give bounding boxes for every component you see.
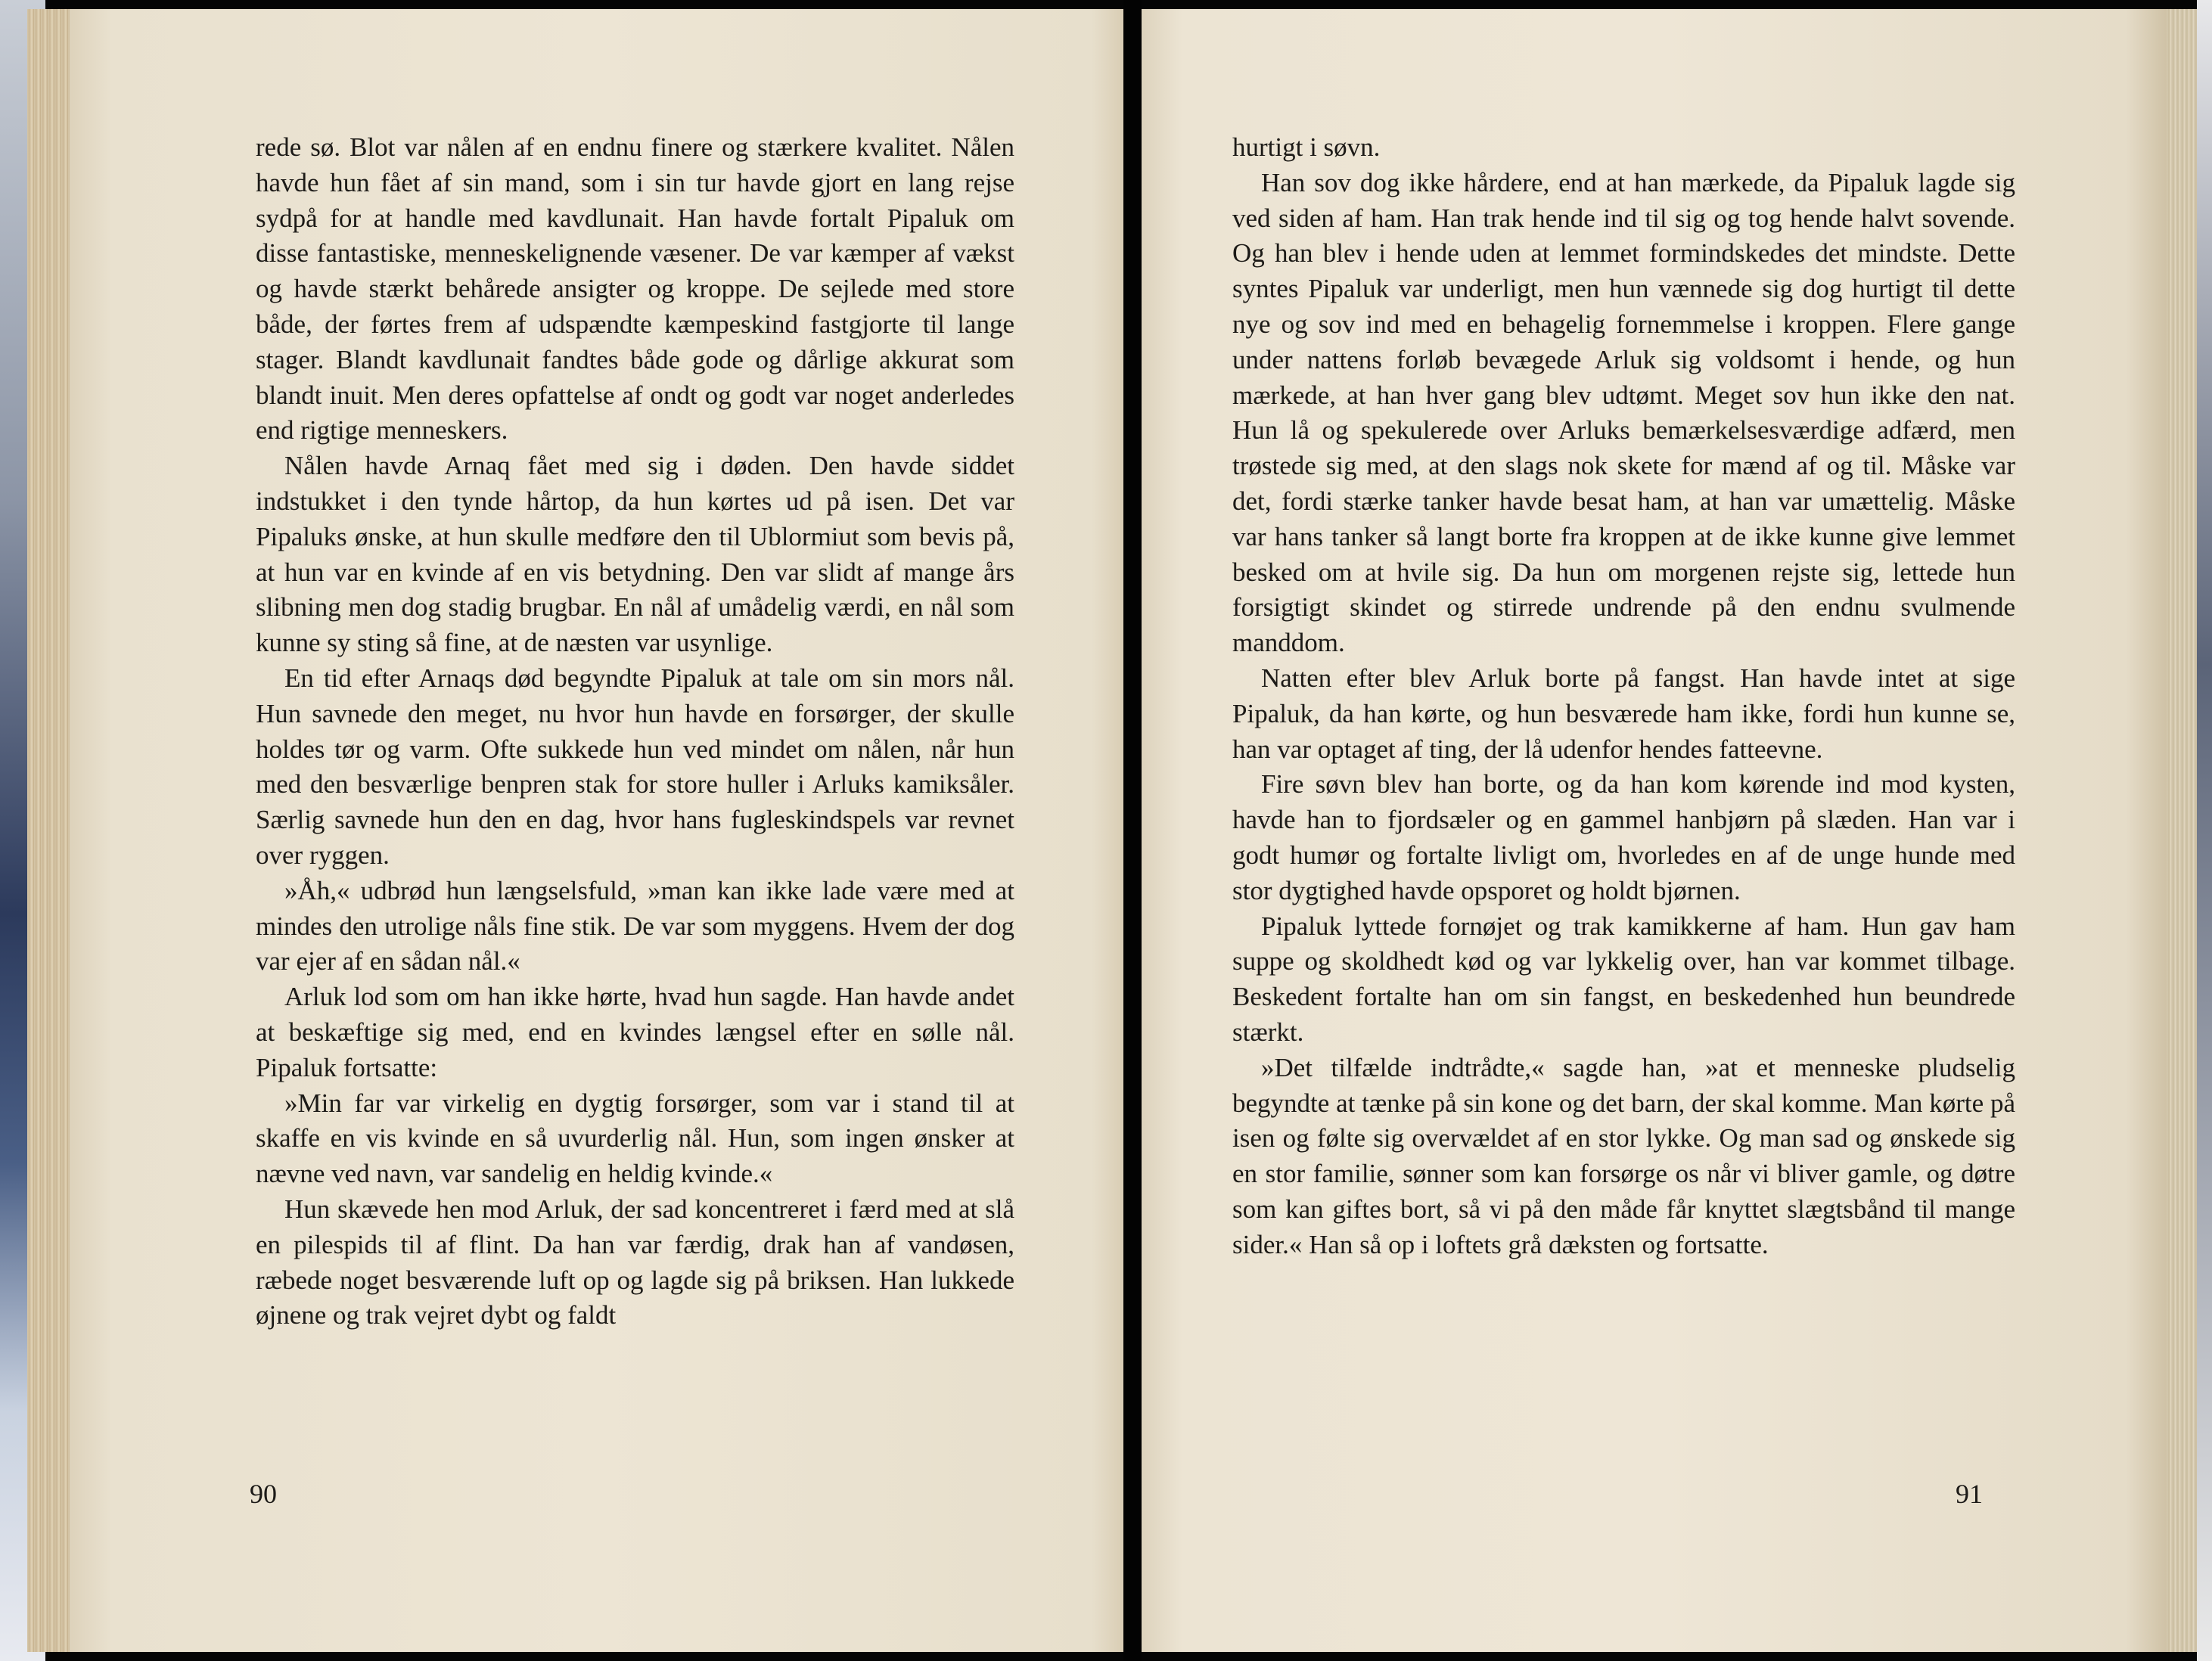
paragraph: hurtigt i søvn. — [1232, 132, 1381, 162]
paragraph: Arluk lod som om han ikke hørte, hvad hun sagde. Han havde andet at beskæftige sig med, end en kvindes længsel efter en sølle nål. Pipaluk fortsatte: — [256, 982, 1014, 1082]
paragraph: Han sov dog ikke hårdere, end at han mærkede, da Pipaluk lagde sig ved siden af ham. Han trak hende ind til sig og tog hende halvt sovende. Og han blev i hende uden at lemmet formindskedes det mindste. Dette syntes Pipaluk var underligt, men hun vænnede sig dog hurtigt til dette nye og sov ind med en behagelig fornemmelse i kroppen. Flere gange under nattens forløb bevægede Arluk sig voldsomt i hende, og hun mærkede, at han hver gang blev udtømt. Meget sov hun ikke den nat. Hun lå og spekulerede over Arluks bemærkelsesværdige adfærd, men trøstede sig med, at den slags nok skete for mænd af og til. Måske var det, fordi stærke tanker havde besat ham, at han var umættelig. Måske var hans tanker så langt borte fra kroppen at de ikke kunne give lemmet besked om at hvile sig. Da hun om morgenen rejste sig, lettede hun forsigtigt skindet og stirrede undrende på den endnu svulmende manddom. — [1232, 167, 2015, 658]
paragraph: En tid efter Arnaqs død begyndte Pipaluk at tale om sin mors nål. Hun savnede den meget, nu hvor hun havde en forsørger, der skulle holdes tør og varm. Ofte sukkede hun ved mindet om nålen, når hun med den besværlige benpren stak for store huller i Arluks kamiksåler. Særlig savnede hun den en dag, hvor hans fugleskindspels var revnet over ryggen. — [256, 663, 1014, 870]
right-page-body — [1232, 130, 2015, 1263]
paragraph: Hun skævede hen mod Arluk, der sad koncentreret i færd med at slå en pilespids til af flint. Da han var færdig, drak han af vandøsen, ræbede noget besværende luft op og lagde sig på briksen. Han lukkede øjnene og trak vejret dybt og faldt — [256, 1194, 1014, 1330]
left-page-body — [256, 130, 1014, 1333]
paragraph: »Det tilfælde indtrådte,« sagde han, »at et menneske pludselig begyndte at tænke på sin kone og det barn, der skal komme. Man kørte på isen og følte sig overvældet af en stor lykke. Og man sad og ønskede sig en stor familie, sønner som kan forsørge os når vi bliver gamle, og døtre som kan giftes bort, så vi på den måde får knyttet slægtsbånd til mange sider.« Han så op i loftets grå dæksten og fortsatte. — [1232, 1052, 2015, 1259]
page-number: 90 — [250, 1479, 277, 1509]
paragraph: »Min far var virkelig en dygtig forsørger, som var i stand til at skaffe en vis kvinde en så uvurderlig nål. Hun, som ingen ønsker at nævne ved navn, var sandelig en heldig kvinde.« — [256, 1088, 1014, 1189]
book-gutter — [1123, 0, 1142, 1661]
paragraph: Pipaluk lyttede fornøjet og trak kamikkerne af ham. Hun gav ham suppe og skoldhedt kød og var lykkelig over, han var kommet tilbage. Beskedent fortalte han om sin fangst, en beskedenhed hun beundrede stærkt. — [1232, 911, 2015, 1047]
page-number: 91 — [1956, 1479, 1983, 1509]
paragraph: Nålen havde Arnaq fået med sig i døden. Den havde siddet indstukket i den tynde hårtop, da hun kørtes ud på isen. Det var Pipaluks ønske, at hun skulle medføre den til Ublormiut som bevis på, at hun var en kvinde af en vis betydning. Den var slidt af mange års slibning men dog stadig brugbar. En nål af umådelig værdi, en nål som kunne sy sting så fine, at de næsten var usynlige. — [256, 451, 1014, 658]
paragraph: Fire søvn blev han borte, og da han kom kørende ind mod kysten, havde han to fjordsæler og en gammel hanbjørn på slæden. Han var i godt humør og fortalte livligt om, hvorledes en af de unge hunde med stor dygtighed havde opsporet og holdt bjørnen. — [1232, 769, 2015, 905]
paragraph: rede sø. Blot var nålen af en endnu finere og stærkere kvalitet. Nålen havde hun fået af sin mand, som i sin tur havde gjort en lang rejse sydpå for at handle med kavdlunait. Han havde fortalt Pipaluk om disse fantastiske, menneskelignende væsener. De var kæmper af vækst og havde stærkt behårede ansigter og kroppe. De sejlede med store både, der førtes frem af udspændte kæmpeskind fastgjorte til lange stager. Blandt kavdlunait fandtes både gode og dårlige akkurat som blandt inuit. Men deres opfattelse af ondt og godt var noget anderledes end rigtige menneskers. — [256, 132, 1014, 446]
paragraph: Natten efter blev Arluk borte på fangst. Han havde intet at sige Pipaluk, da han kørte, og hun besværede ham ikke, fordi hun kunne se, han var optaget af ting, der lå udenfor hendes fatteevne. — [1232, 663, 2015, 764]
page-stack-right — [2167, 9, 2197, 1652]
paragraph: »Åh,« udbrød hun længselsfuld, »man kan ikke lade være med at mindes den utrolige nåls fine stik. De var som myggens. Hvem der dog var ejer af en sådan nål.« — [256, 875, 1014, 976]
right-page — [1142, 9, 2167, 1652]
left-page — [70, 9, 1123, 1652]
background-right-edge — [2197, 0, 2212, 1661]
